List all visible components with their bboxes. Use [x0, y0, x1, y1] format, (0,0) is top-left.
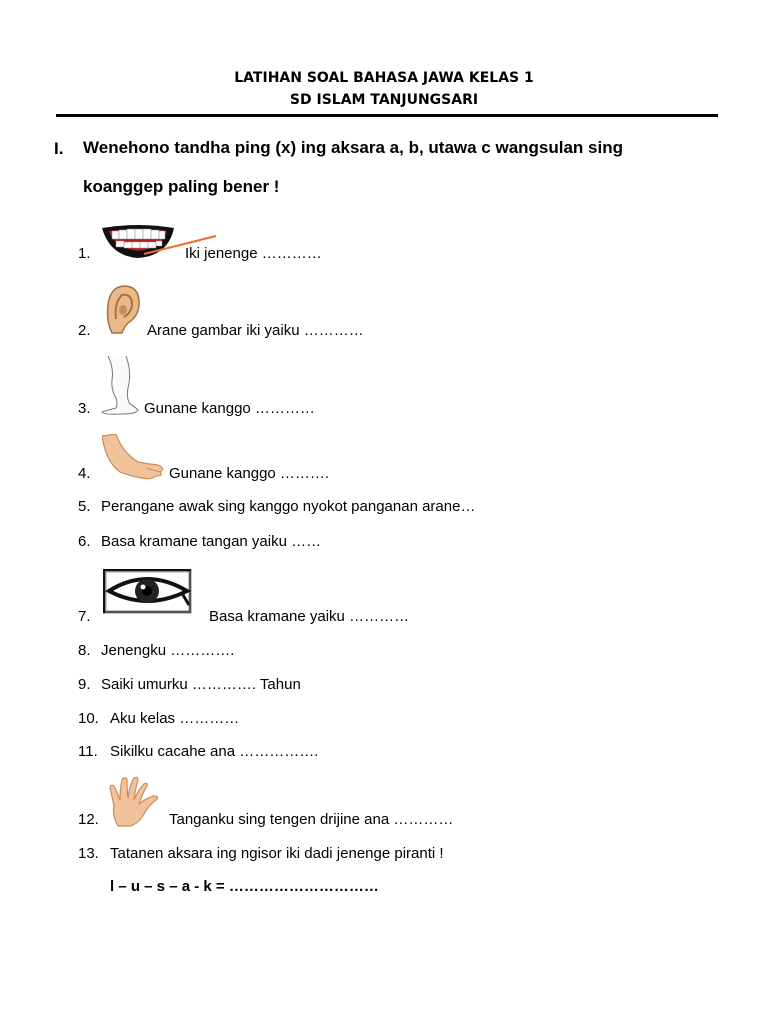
- question-7-number: 7.: [78, 608, 91, 625]
- question-4-text: Gunane kanggo ……….: [169, 465, 330, 482]
- question-1-text: Iki jenenge …………: [185, 245, 322, 262]
- question-11-number: 11.: [78, 743, 98, 760]
- question-3-text: Gunane kanggo …………: [144, 400, 315, 417]
- question-12-text: Tanganku sing tengen drijine ana …………: [169, 811, 454, 828]
- question-13-text: Tatanen aksara ing ngisor iki dadi jenenge piranti !: [110, 845, 444, 862]
- question-2-text: Arane gambar iki yaiku …………: [147, 322, 364, 339]
- question-6-text: Basa kramane tangan yaiku ……: [101, 533, 322, 550]
- section-number: I.: [54, 139, 64, 158]
- eye-icon: [103, 569, 193, 615]
- question-10-number: 10.: [78, 710, 99, 727]
- school-name: SD ISLAM TANJUNGSARI: [289, 92, 479, 108]
- question-4-number: 4.: [78, 465, 91, 482]
- question-7-text: Basa kramane yaiku …………: [209, 608, 410, 625]
- question-13-number: 13.: [78, 845, 99, 862]
- header-divider: [56, 114, 718, 117]
- question-6-number: 6.: [78, 533, 91, 550]
- question-2-number: 2.: [78, 322, 91, 339]
- scramble-answer-line: l – u – s – a - k = …………………………: [110, 878, 379, 895]
- question-12-number: 12.: [78, 811, 99, 828]
- question-8-text: Jenengku ………….: [101, 642, 235, 659]
- instruction-line-1: Wenehono tandha ping (x) ing aksara a, b, utawa c wangsulan sing: [83, 138, 623, 157]
- question-10-text: Aku kelas …………: [110, 710, 240, 727]
- question-5-number: 5.: [78, 498, 91, 515]
- question-1-number: 1.: [78, 245, 91, 262]
- question-9-number: 9.: [78, 676, 91, 693]
- instruction-line-2: koanggep paling bener !: [83, 177, 280, 196]
- ear-icon: [104, 283, 142, 337]
- arm-icon: [102, 434, 166, 480]
- question-3-number: 3.: [78, 400, 91, 417]
- question-8-number: 8.: [78, 642, 91, 659]
- leg-icon: [100, 354, 142, 416]
- question-5-text: Perangane awak sing kanggo nyokot panganan arane…: [101, 498, 476, 515]
- question-11-text: Sikilku cacahe ana …………….: [110, 743, 319, 760]
- hand-icon: [108, 776, 166, 828]
- page-title: LATIHAN SOAL BAHASA JAWA KELAS 1: [234, 70, 534, 86]
- question-9-text: Saiki umurku …………. Tahun: [101, 676, 301, 693]
